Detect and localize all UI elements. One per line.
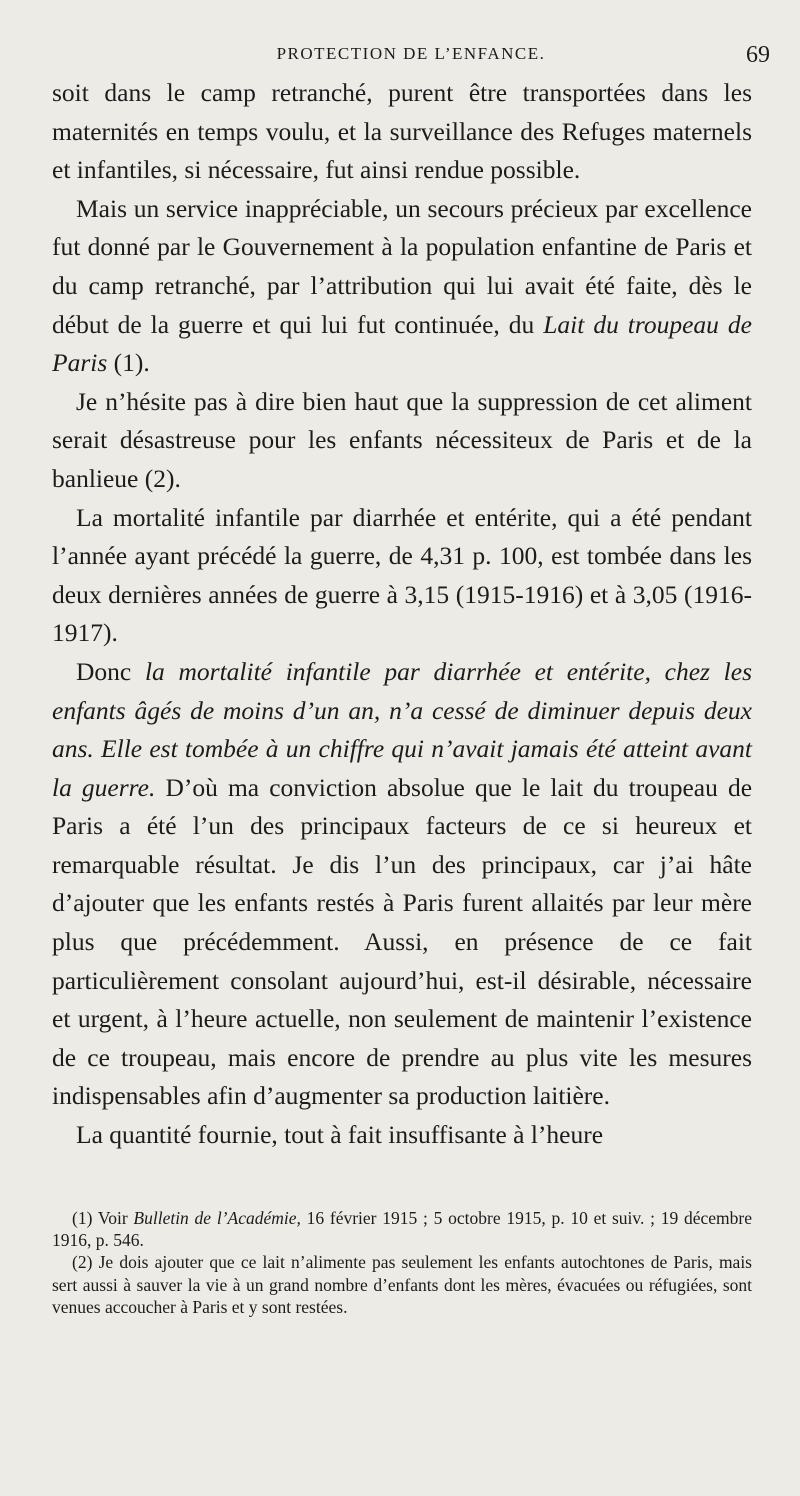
footnote-citation: Bulletin de l’Académie, <box>133 1208 301 1228</box>
paragraph-text: (1). <box>107 348 150 378</box>
paragraph: Je n’hésite pas à dire bien haut que la suppression de cet aliment serait désastreuse pour les enfants nécessiteux de Paris et de la banlieue (2). <box>52 386 752 493</box>
page-header <box>52 40 770 70</box>
page-number: 69 <box>746 42 770 68</box>
footnote <box>52 1207 752 1251</box>
body-text <box>52 74 752 1155</box>
paragraph <box>52 190 752 383</box>
italic-title: Lait du troupeau de Paris <box>52 309 752 378</box>
paragraph: La quantité fournie, tout à fait insuffisante à l’heure <box>76 1120 604 1150</box>
paragraph <box>52 653 752 1116</box>
paragraph-text: D’où ma conviction absolue que le lait du troupeau de Paris a été l’un des principaux facteurs de ce si heureux et remarquable résultat. Je dis l’un des principaux, car j’ai hâte d’ajouter que les enfants restés à Paris furent allaités par leur mère plus que précédemment. Aussi, en présence de ce fait particulièrement consolant aujourd’hui, est-il désirable, nécessaire et urgent, à l’heure actuelle, non seulement de maintenir l’existence de ce troupeau, mais encore de prendre au plus vite les mesures indispensables afin d’augmenter sa production laitière. <box>52 772 753 1111</box>
footnote-text: (1) Voir <box>72 1208 134 1228</box>
footnote-text: 16 février 1915 ; 5 octobre 1915, p. 10 et suiv. ; 19 décembre 1916, p. 546. <box>52 1208 752 1251</box>
paragraph: soit dans le camp retranché, purent être transportées dans les maternités en temps voulu, et la surveillance des Refuges maternels et infantiles, si nécessaire, fut ainsi rendue possible. <box>52 78 752 185</box>
paragraph-text: Donc <box>76 656 145 686</box>
running-title: PROTECTION DE L’ENFANCE. <box>276 44 546 63</box>
footnotes <box>52 1207 752 1318</box>
paragraph-text: Mais un service inappréciable, un secours précieux par excellence fut donné par le Gouvernement à la population enfantine de Paris et du camp retranché, par l’attribution qui lui avait été faite, dès le début de la guerre et qui lui fut continuée, du <box>52 193 752 339</box>
italic-emphasis: la mortalité infantile par diarrhée et entérite, chez les enfants âgés de moins d’un an, n’a cessé de diminuer depuis deux ans. Elle est tombée à un chiffre qui n’avait jamais été atteint avant la guerre. <box>52 656 753 802</box>
footnote: (2) Je dois ajouter que ce lait n’alimente pas seulement les enfants autochtones de Paris, mais sert aussi à sauver la vie à un grand nombre d’enfants dont les mères, évacuées ou réfugiées, sont venues accoucher à Paris et y sont restées. <box>52 1252 752 1317</box>
paragraph: La mortalité infantile par diarrhée et entérite, qui a été pendant l’année ayant précédé la guerre, de 4,31 p. 100, est tombée dans les deux dernières années de guerre à 3,15 (1915-1916) et à 3,05 (1916-1917). <box>52 502 752 648</box>
